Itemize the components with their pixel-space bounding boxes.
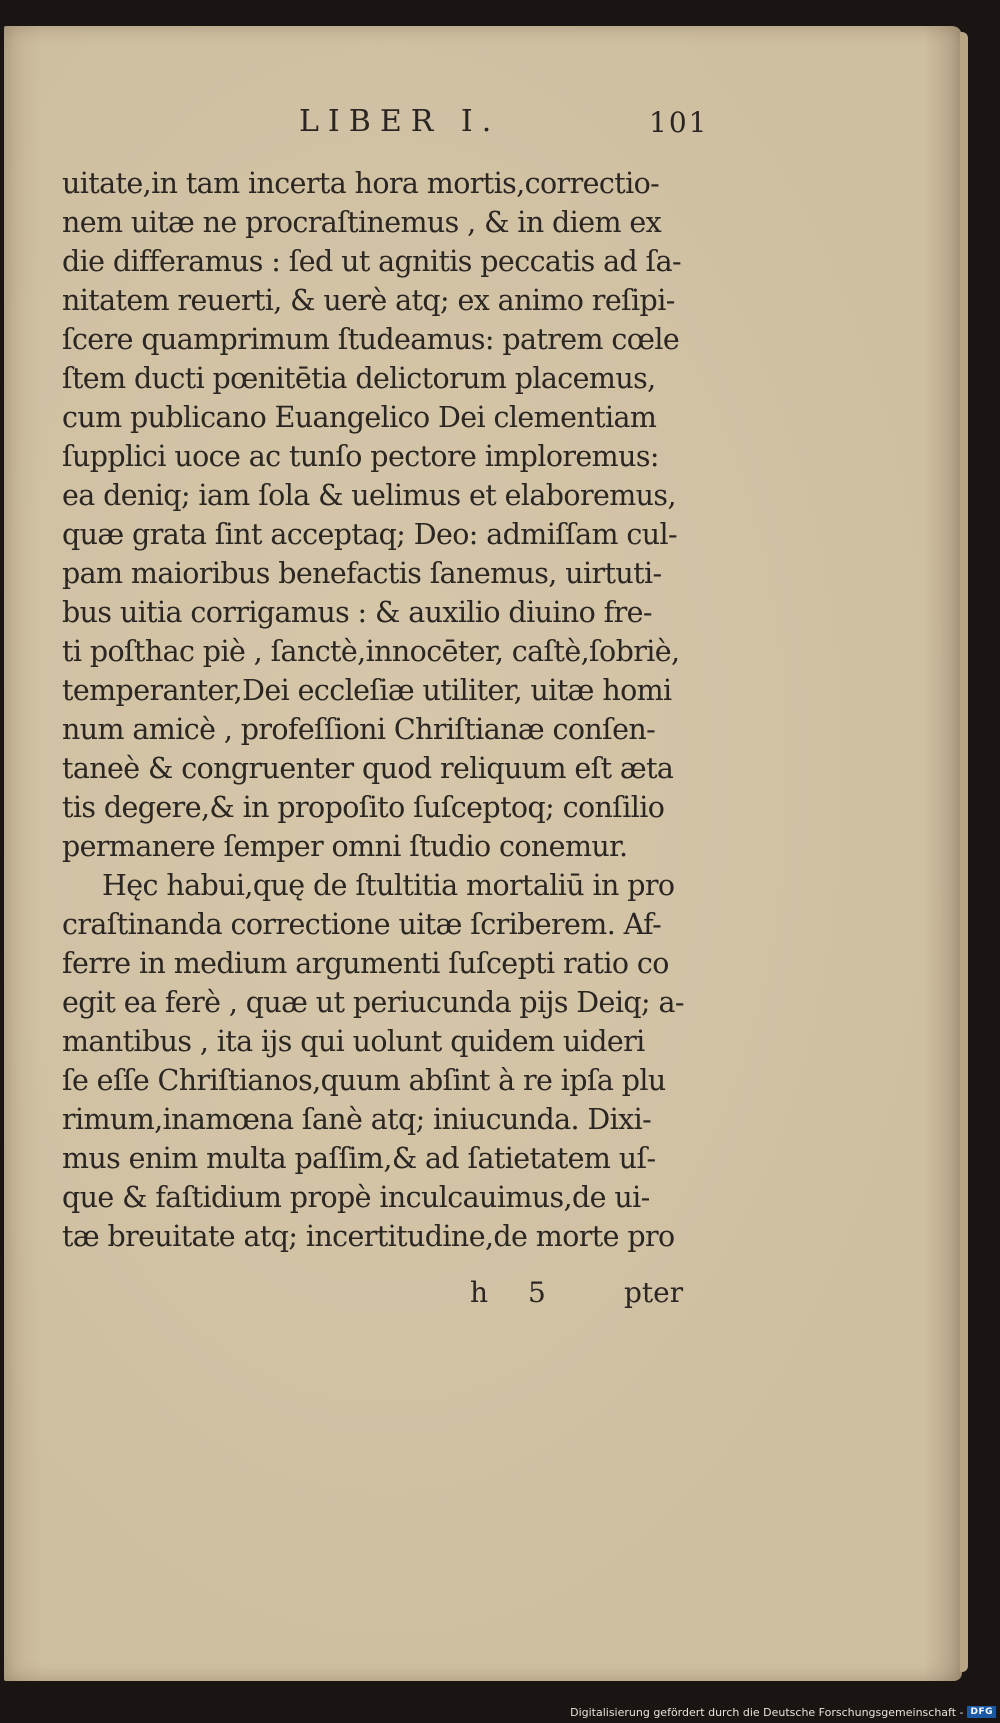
text-line: nitatem reuerti, & uerè atq; ex animo reſipi- bbox=[62, 284, 675, 317]
text-line: ea deniq; iam ſola & uelimus et elaboremus, bbox=[62, 479, 676, 512]
book-page bbox=[4, 26, 962, 1681]
catchword: pter bbox=[624, 1276, 684, 1309]
text-line: ſe eſſe Chriſtianos,quum abſint à re ipſa plu bbox=[62, 1064, 666, 1097]
text-line: uitate,in tam incerta hora mortis,correctio- bbox=[62, 167, 660, 200]
text-line: num amicè , profeſſioni Chriſtianæ conſen- bbox=[62, 713, 656, 746]
text-line: mus enim multa paſſim,& ad ſatietatem uſ- bbox=[62, 1142, 656, 1175]
text-line: pam maioribus benefactis ſanemus, uirtuti- bbox=[62, 557, 662, 590]
text-line: craſtinanda correctione uitæ ſcriberem. Af- bbox=[62, 908, 662, 941]
text-line: egit ea ferè , quæ ut periucunda pijs Deiq; a- bbox=[62, 986, 684, 1019]
text-line: taneè & congruenter quod reliquum eſt æta bbox=[62, 752, 674, 785]
text-line: ti poſthac piè , ſanctè,innocēter, caſtè,ſobriè, bbox=[62, 635, 680, 668]
credit-text: Digitalisierung gefördert durch die Deutsche Forschungsgemeinschaft - bbox=[570, 1705, 964, 1719]
text-line: bus uitia corrigamus : & auxilio diuino fre- bbox=[62, 596, 652, 629]
dfg-logo: DFG bbox=[967, 1706, 996, 1718]
running-title: LIBER I. bbox=[299, 104, 501, 139]
signature-number: 5 bbox=[528, 1276, 546, 1309]
text-line: tæ breuitate atq; incertitudine,de morte pro bbox=[62, 1220, 675, 1253]
page-edge bbox=[960, 32, 968, 1672]
signature-mark: h bbox=[470, 1276, 489, 1309]
text-line: permanere ſemper omni ſtudio conemur. bbox=[62, 830, 628, 863]
text-line: ſtem ducti pœnitētia delictorum placemus, bbox=[62, 362, 656, 395]
text-line: que & faſtidium propè inculcauimus,de ui- bbox=[62, 1181, 650, 1214]
text-line: ferre in medium argumenti ſuſcepti ratio co bbox=[62, 947, 669, 980]
catchline bbox=[4, 1276, 962, 1316]
text-line: tis degere,& in propoſito ſuſceptoq; conſilio bbox=[62, 791, 665, 824]
page-number: 101 bbox=[649, 106, 709, 139]
text-line: ſupplici uoce ac tunſo pectore imploremus: bbox=[62, 440, 659, 473]
digitization-credit bbox=[570, 1704, 996, 1720]
text-line: rimum,inamœna ſanè atq; iniucunda. Dixi- bbox=[62, 1103, 652, 1136]
text-line: mantibus , ita ijs qui uolunt quidem uideri bbox=[62, 1025, 645, 1058]
text-line: ſcere quamprimum ſtudeamus: patrem cœle bbox=[62, 323, 680, 356]
text-line: cum publicano Euangelico Dei clementiam bbox=[62, 401, 657, 434]
page-header bbox=[4, 104, 962, 154]
text-line: quæ grata ſint acceptaq; Deo: admiſſam cul- bbox=[62, 518, 678, 551]
text-line: nem uitæ ne procraſtinemus , & in diem ex bbox=[62, 206, 662, 239]
text-line: die differamus : ſed ut agnitis peccatis ad ſa- bbox=[62, 245, 682, 278]
paragraph-start-line: Hęc habui,quę de ſtultitia mortaliū in pro bbox=[102, 869, 675, 902]
text-line: temperanter,Dei eccleſiæ utiliter, uitæ homi bbox=[62, 674, 672, 707]
text-block bbox=[62, 164, 702, 1256]
